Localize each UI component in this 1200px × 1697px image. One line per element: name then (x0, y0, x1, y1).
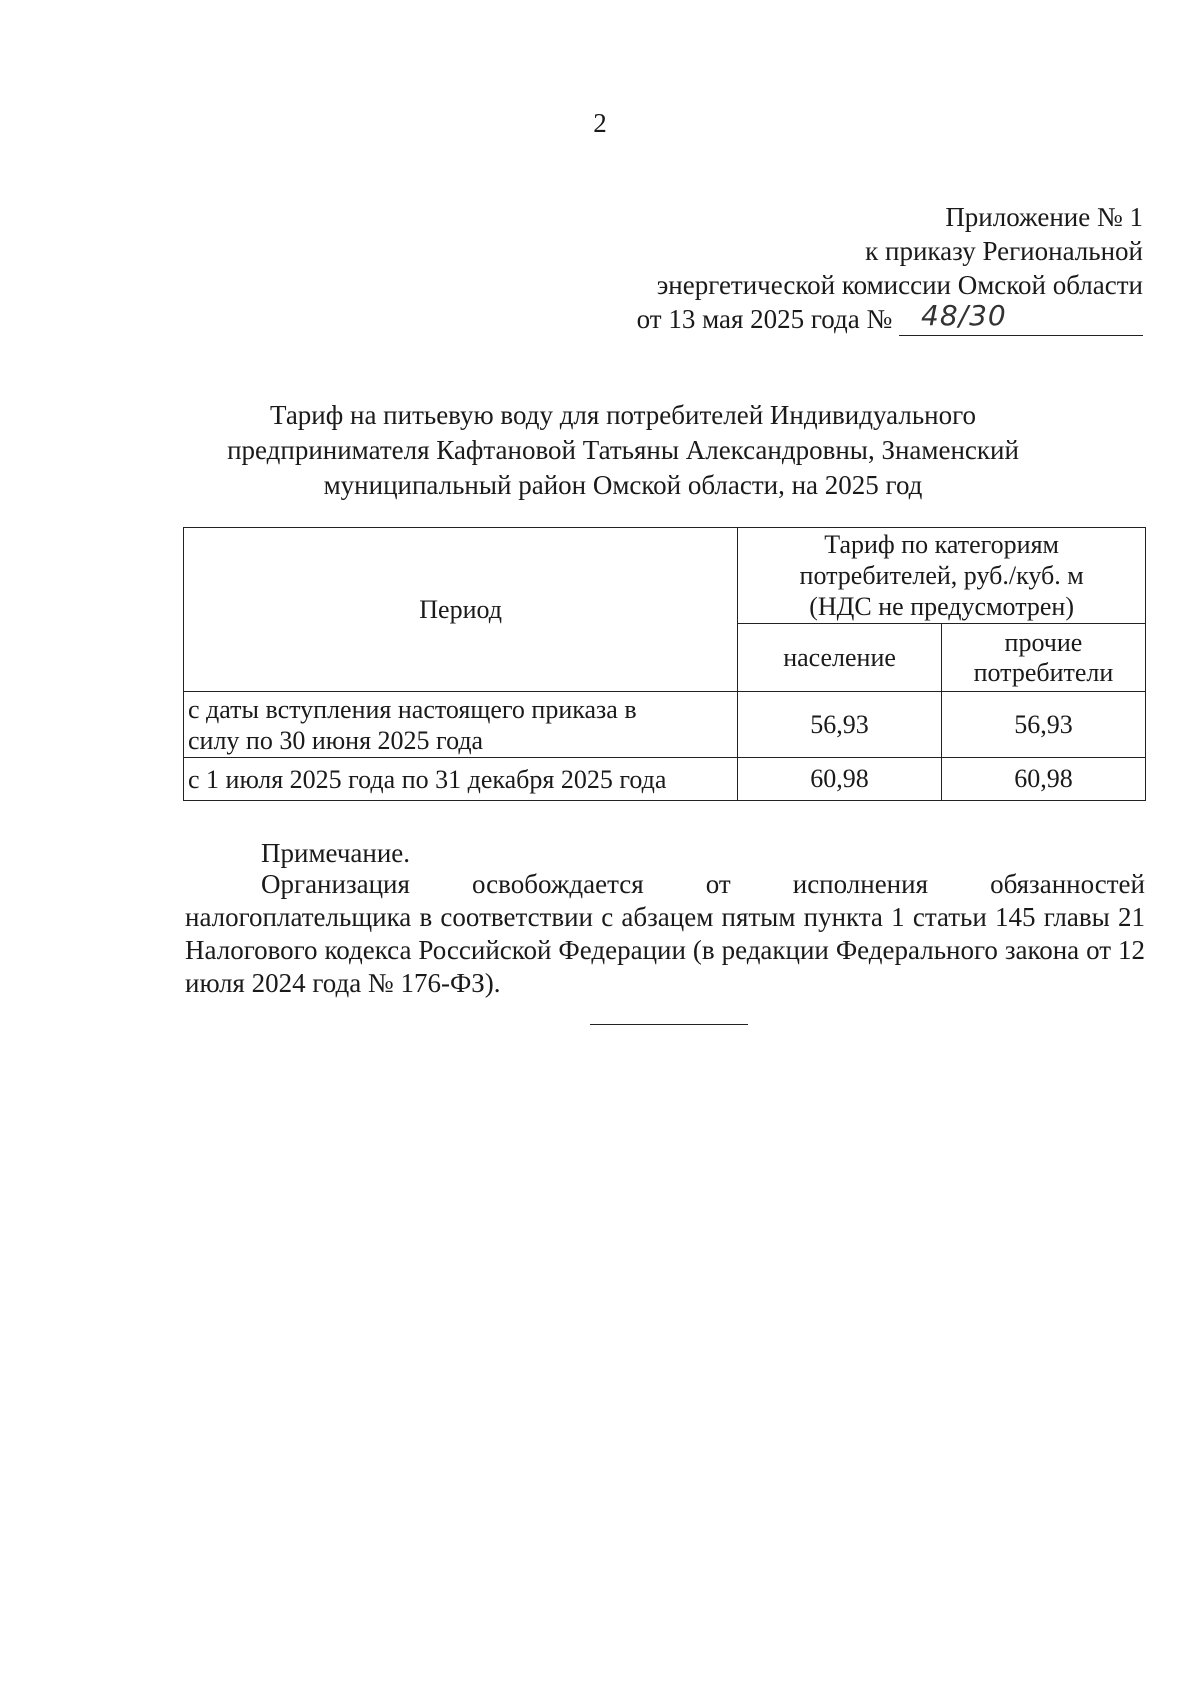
appendix-line-1: Приложение № 1 (945, 202, 1143, 232)
appendix-date-prefix: от 13 мая 2025 года № (636, 304, 899, 334)
table-row (184, 692, 1146, 758)
note-body: Организация освобождается от исполнения обязанностей налогоплательщика в соответствии с абзацем пятым пункта 1 статьи 145 главы 21 Налогового кодекса Российской Федерации (в редакции Федерального закона от 12 июля 2024 года № 176-ФЗ). (185, 869, 1145, 998)
row-other-value: 56,93 (941, 692, 1145, 758)
header-group-line: (НДС не предусмотрен) (809, 592, 1074, 621)
header-group-line: Тариф по категориям (824, 530, 1060, 559)
row-period-line: силу по 30 июня 2025 года (188, 725, 484, 755)
title-line-1: Тариф на питьевую воду для потребителей Индивидуального (270, 400, 976, 430)
row-period (184, 758, 738, 801)
row-period-line: с 1 июля 2025 года по 31 декабря 2025 года (188, 764, 667, 794)
end-divider (590, 1024, 748, 1025)
appendix-line-2: к приказу Региональной (865, 236, 1143, 266)
row-period-line: с даты вступления настоящего приказа в (188, 694, 637, 724)
header-period: Период (184, 528, 738, 692)
table-header-row (184, 528, 1146, 624)
title-line-3: муниципальный район Омской области, на 2025 год (323, 470, 923, 500)
table-row (184, 758, 1146, 801)
note-title: Примечание. (261, 838, 411, 868)
appendix-date-line (636, 299, 1143, 336)
row-population-value: 60,98 (738, 758, 942, 801)
document-title (183, 398, 1063, 503)
appendix-header (637, 200, 1143, 336)
handwritten-order-number: 48/30 (921, 299, 1007, 332)
header-tariff-group (738, 528, 1146, 624)
header-group-line: потребителей, руб./куб. м (799, 561, 1084, 590)
header-other-line: прочие (1004, 627, 1083, 657)
order-number-field (899, 299, 1143, 336)
row-period (184, 692, 738, 758)
title-line-2: предпринимателя Кафтановой Татьяны Александровны, Знаменский (227, 435, 1019, 465)
header-population: население (738, 624, 942, 692)
appendix-line-3: энергетической комиссии Омской области (656, 270, 1143, 300)
row-other-value: 60,98 (941, 758, 1145, 801)
header-other-line: потребители (973, 657, 1114, 687)
header-other-consumers (941, 624, 1145, 692)
page-number: 2 (593, 108, 607, 138)
row-population-value: 56,93 (738, 692, 942, 758)
tariff-table (183, 527, 1146, 801)
